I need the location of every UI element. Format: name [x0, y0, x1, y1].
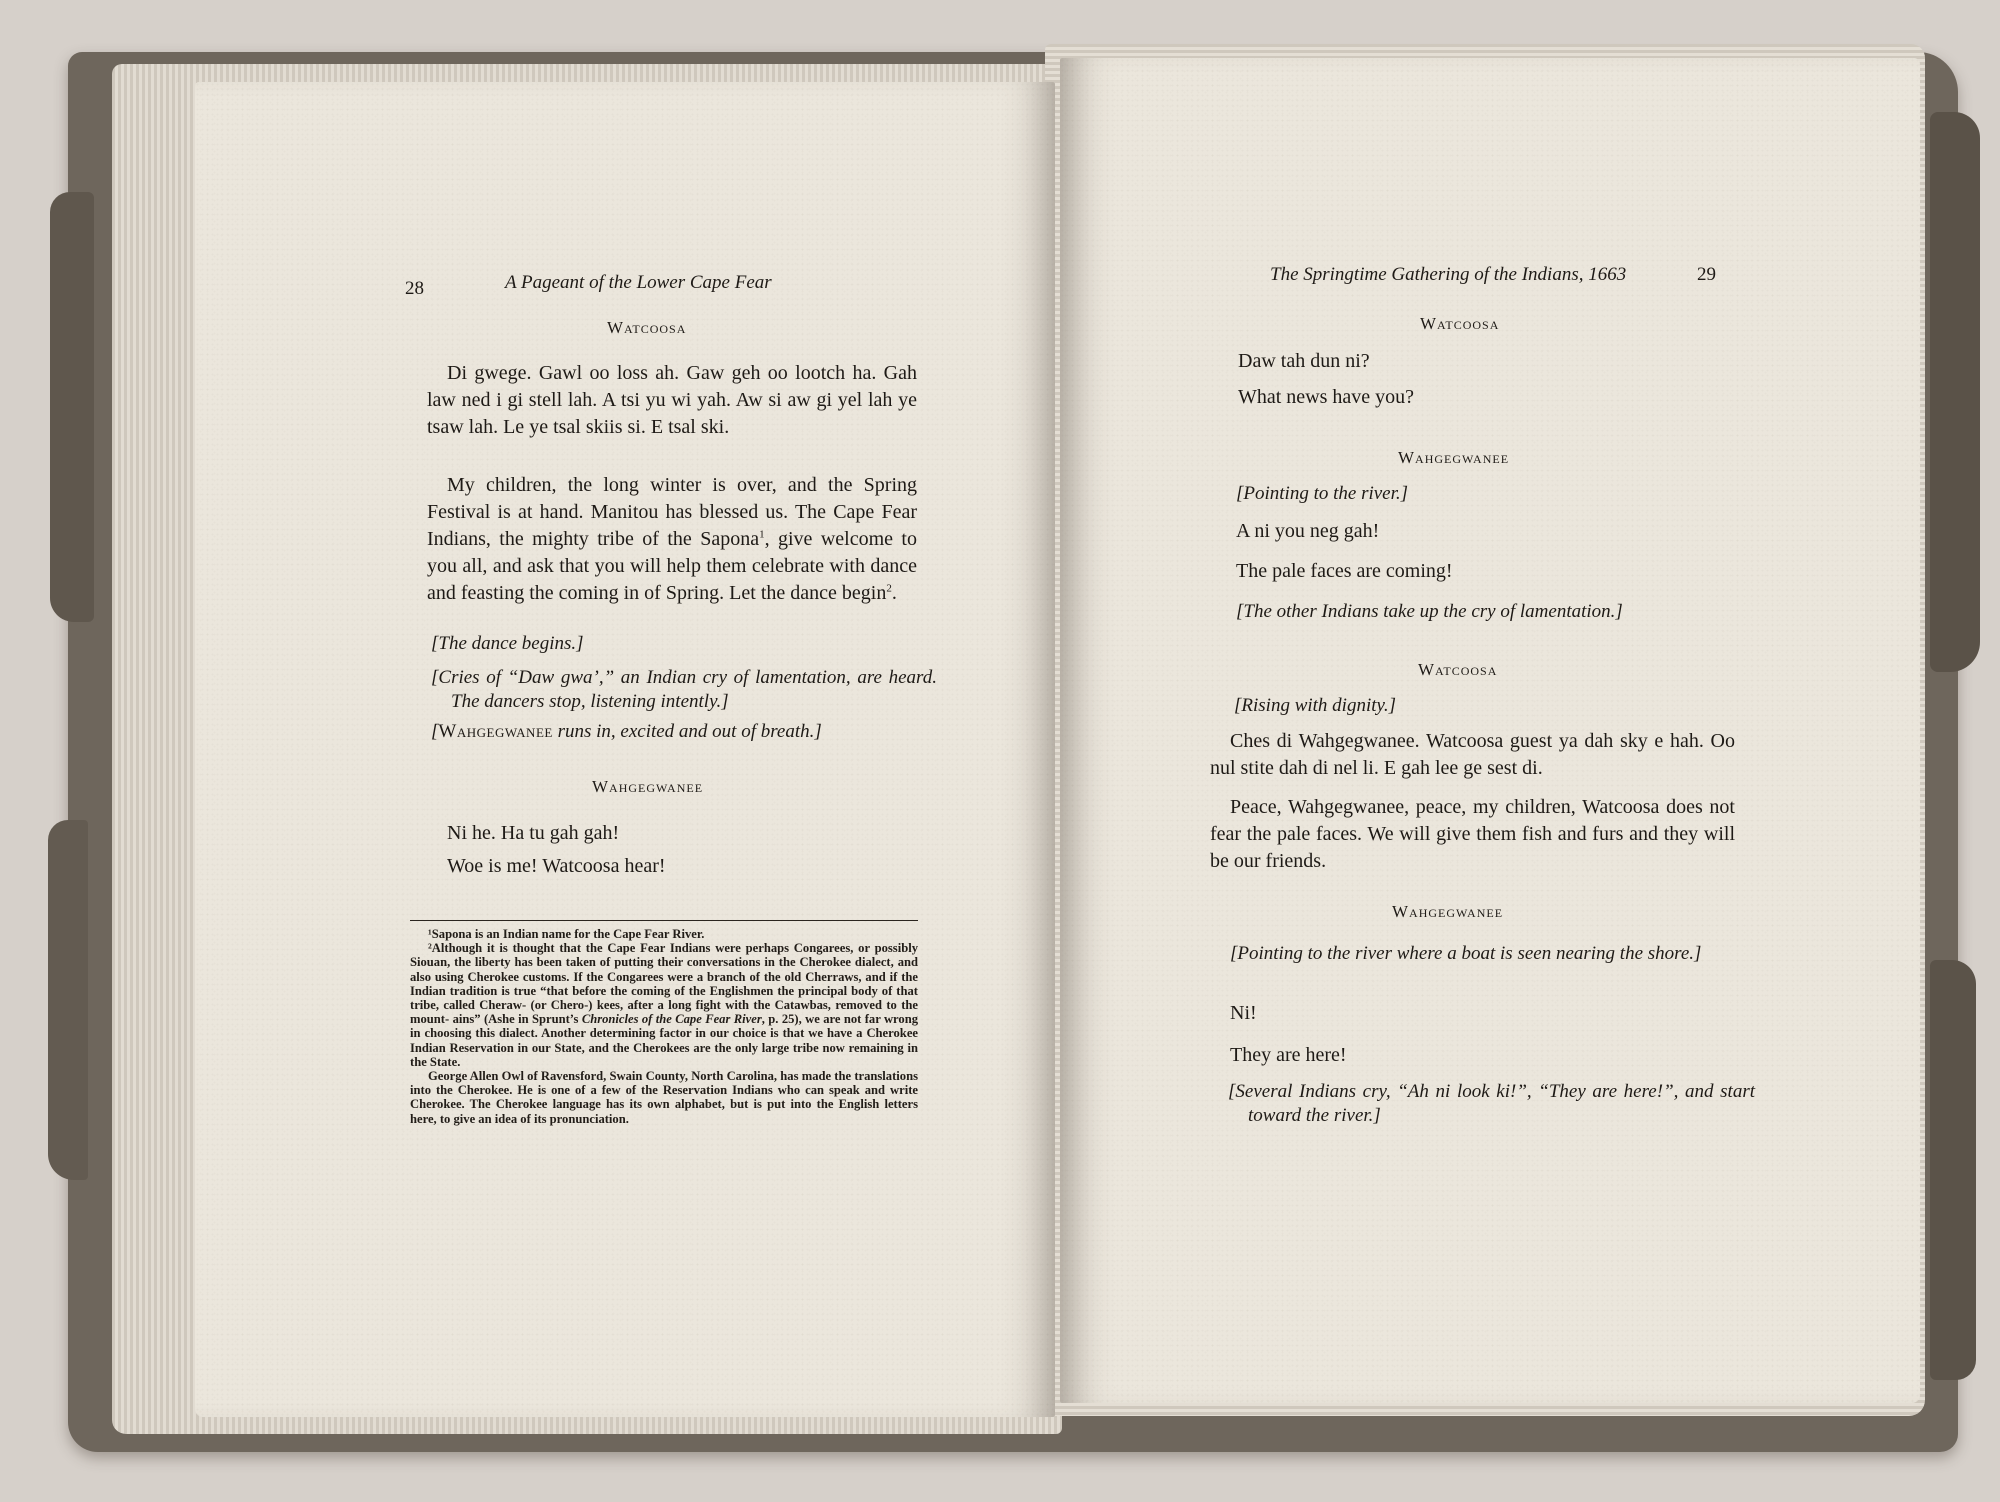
dialogue-line: The pale faces are coming! — [1236, 560, 1453, 582]
stage-direction: [Wahgegwanee runs in, excited and out of breath.] — [431, 721, 822, 742]
footnote-2: ²Although it is thought that the Cape Fear Indians were perhaps Congarees, or possibly Siouan, the liberty has been taken of putting their conversations in the Cherokee dialect, and also using Cherokee customs. If the Congarees were a branch of the old Cherraws, and if the Indian tradition is true “that before the coming of the Englishmen the principal body of that tribe, called Cheraw- (or Chero-) kees, after a long fight with the Catawbas, removed to the mount- ains” (Ashe in Sprunt’s Chronicles of the Cape Fear River, p. 25), we are not far wrong in choosing this dialect. Another determining factor in our choice is that we have a Cherokee Indian Reservation in our State, and the Cherokees are the only large tribe now remaining in the State. — [410, 941, 918, 1069]
footnote-1: ¹Sapona is an Indian name for the Cape Fear River. — [428, 927, 705, 941]
right-page — [1060, 58, 1920, 1403]
cherokee-speech: Di gwege. Gawl oo loss ah. Gaw geh oo lootch ha. Gah law ned i gi stell lah. A tsi yu wi yah. Aw si aw gi yel lah ye tsaw lah. Le ye tsal skiis si. E tsal ski. — [427, 362, 917, 438]
dialogue-line: A ni you neg gah! — [1236, 520, 1380, 542]
page-number: 29 — [1697, 264, 1716, 285]
stage-direction: [Rising with dignity.] — [1234, 695, 1397, 716]
speaker-heading: Wahgegwanee — [592, 777, 704, 796]
footnote-rule — [410, 920, 918, 921]
speaker-heading: Watcoosa — [607, 318, 687, 337]
speaker-heading: Wahgegwanee — [1398, 448, 1510, 467]
cover-edge-left — [48, 820, 88, 1180]
speaker-heading: Watcoosa — [1420, 314, 1500, 333]
running-head: The Springtime Gathering of the Indians, 1663 — [1270, 264, 1627, 285]
dialogue-line: What news have you? — [1238, 386, 1415, 408]
left-page — [195, 82, 1055, 1417]
stage-direction: [Several Indians cry, “Ah ni look ki!”, “They are here!”, and start toward the river.] — [1228, 1081, 1755, 1126]
dialogue-line: They are here! — [1230, 1044, 1347, 1066]
running-head: A Pageant of the Lower Cape Fear — [505, 272, 772, 293]
footnotes — [410, 927, 918, 1126]
stage-direction: [Cries of “Daw gwa’,” an Indian cry of lamentation, are heard. The dancers stop, listening intently.] — [431, 667, 937, 712]
page-number: 28 — [405, 278, 424, 299]
cover-edge-right — [1930, 960, 1976, 1380]
stage-direction: [The other Indians take up the cry of lamentation.] — [1236, 601, 1623, 622]
stage-direction: [The dance begins.] — [431, 633, 584, 654]
dialogue-line: Woe is me! Watcoosa hear! — [447, 855, 666, 877]
cherokee-speech: Ches di Wahgegwanee. Watcoosa guest ya dah sky e hah. Oo nul stite dah di nel li. E gah lee ge sest di. — [1210, 730, 1735, 779]
english-speech: My children, the long winter is over, and the Spring Festival is at hand. Manitou has blessed us. The Cape Fear Indians, the mighty tribe of the Sapona$^1$, give welcome to you all, and ask that you will help them celebrate with dance and feasting the coming in of Spring. Let the dance begin$^2$. — [427, 474, 917, 604]
dialogue-line: Ni! — [1230, 1002, 1257, 1024]
stage-direction: [Pointing to the river where a boat is seen nearing the shore.] — [1230, 943, 1702, 964]
dialogue-line: Ni he. Ha tu gah gah! — [447, 822, 620, 844]
speaker-heading: Wahgegwanee — [1392, 902, 1504, 921]
dialogue-line: Daw tah dun ni? — [1238, 350, 1370, 372]
english-speech: Peace, Wahgegwanee, peace, my children, Watcoosa does not fear the pale faces. We will give them fish and furs and they will be our friends. — [1210, 796, 1735, 872]
stage-direction: [Pointing to the river.] — [1236, 483, 1409, 504]
footnote-3: George Allen Owl of Ravensford, Swain County, North Carolina, has made the translations into the Cherokee. He is one of a few of the Reservation Indians who can speak and write Cherokee. The Cherokee language has its own alphabet, but is put into the English letters here, to give an idea of its pronunciation. — [410, 1069, 918, 1126]
speaker-heading: Watcoosa — [1418, 660, 1498, 679]
